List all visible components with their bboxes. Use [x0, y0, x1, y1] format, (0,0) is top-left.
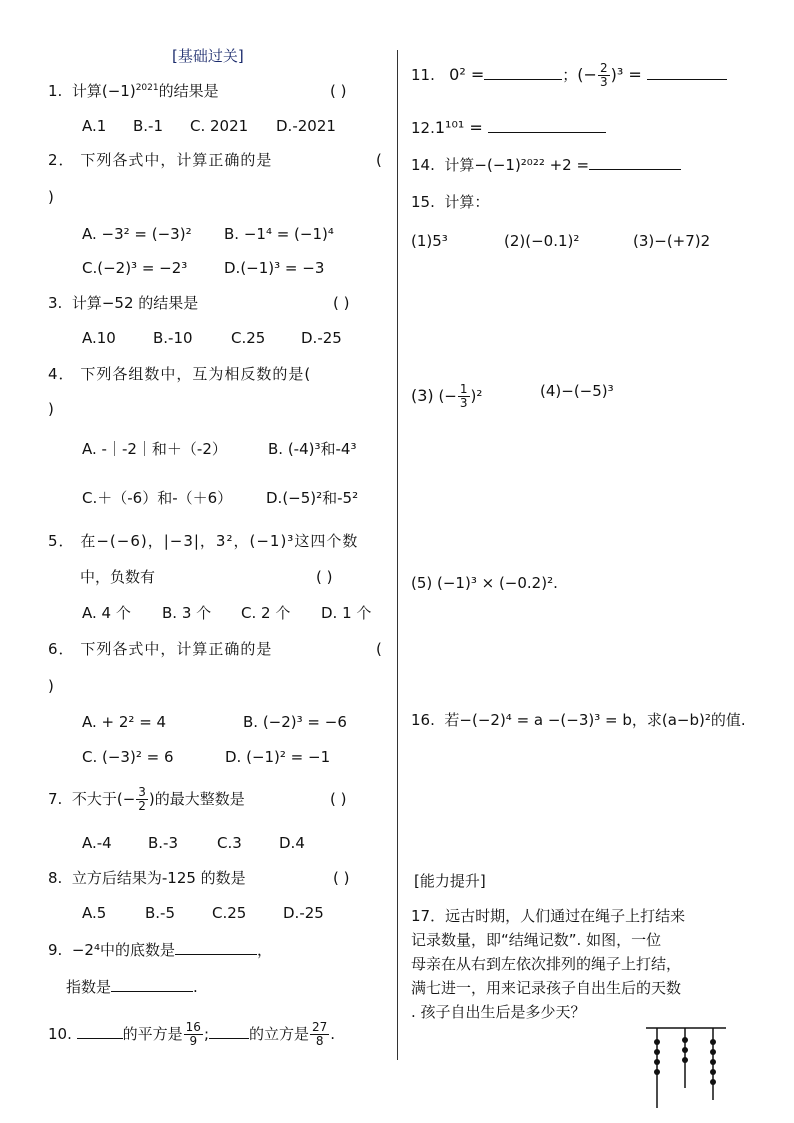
option-b: B. (−2)³ = −6 — [243, 713, 347, 731]
question-17-line3: 母亲在从右到左依次排列的绳子上打结， — [411, 955, 682, 973]
knot — [710, 1079, 716, 1085]
option-d: D. 1 个 — [321, 604, 372, 622]
answer-blank[interactable] — [589, 155, 681, 170]
question-16: 16. 若−(−2)⁴ = a −(−3)³ = b，求(a−b)²的值. — [411, 711, 746, 729]
answer-blank[interactable] — [488, 118, 606, 133]
option-d: D.(−1)³ = −3 — [224, 259, 325, 277]
knot — [682, 1047, 688, 1053]
subproblem-3b: (3) (− $\frac{1}{3}$ )² — [411, 382, 483, 410]
option-a: A.5 — [82, 904, 107, 922]
option-d: D.(−5)²和-5² — [266, 489, 359, 507]
answer-blank[interactable] — [111, 977, 193, 992]
question-5-line2: 中，负数有 — [80, 568, 156, 586]
option-a: A. 4 个 — [82, 604, 131, 622]
question-10: 10. 的平方是 $\frac{16}{9}$ ; 的立方是 $\frac{27}{8}$ . — [48, 1020, 336, 1048]
question-17-line5: . 孩子自出生后是多少天？ — [411, 1003, 586, 1021]
answer-blank[interactable] — [77, 1024, 123, 1039]
option-c: C.3 — [217, 834, 242, 852]
question-2: 2． 下列各式中，计算正确的是 — [48, 151, 273, 169]
question-3: 3. 计算−52 的结果是 — [48, 294, 199, 312]
fraction: $\frac{27}{8}$ — [312, 1020, 328, 1048]
question-11: 11. 0² = ；(− $\frac{2}{3}$ )³ = — [411, 62, 727, 89]
option-c: C.＋（-6）和-（＋6） — [82, 489, 233, 507]
option-a: A. −3² = (−3)² — [82, 225, 192, 243]
subproblem-5: (5) (−1)³ × (−0.2)². — [411, 574, 558, 592]
subproblem-4: (4)−(−5)³ — [540, 382, 614, 400]
option-c: C. 2021 — [190, 117, 249, 135]
question-17-line2: 记录数量，即“结绳记数”. 如图，一位 — [411, 931, 662, 949]
fraction: $\frac{1}{3}$ — [459, 382, 468, 410]
answer-paren: ( ) — [333, 869, 350, 887]
knotted-rope-figure — [640, 1022, 730, 1108]
option-d: D.-25 — [301, 329, 342, 347]
option-b: B.-3 — [148, 834, 179, 852]
answer-paren: ( ) — [316, 568, 333, 586]
option-a: A.1 — [82, 117, 107, 135]
question-1: 1. 计算$(-1)^{2021}$的结果是 — [48, 82, 219, 100]
answer-paren-close: ) — [48, 677, 54, 695]
fraction: $\frac{16}{9}$ — [185, 1020, 201, 1048]
answer-paren-open: ( — [376, 640, 382, 658]
answer-paren-close: ) — [48, 400, 54, 418]
option-d: D.-2021 — [276, 117, 336, 135]
question-6: 6． 下列各式中，计算正确的是 — [48, 640, 273, 658]
option-c: C.25 — [212, 904, 247, 922]
knot — [710, 1039, 716, 1045]
answer-paren: ( ) — [333, 294, 350, 312]
knot — [654, 1059, 660, 1065]
option-d: D.-25 — [283, 904, 324, 922]
option-d: D.4 — [279, 834, 305, 852]
question-15: 15. 计算： — [411, 193, 490, 211]
option-b: B. −1⁴ = (−1)⁴ — [224, 225, 334, 243]
question-9-line2: 指数是 . — [66, 978, 198, 996]
option-a: A. + 2² = 4 — [82, 713, 167, 731]
option-a: A. -｜-2｜和＋（-2） — [82, 440, 227, 458]
fraction: $\frac{2}{3}$ — [599, 61, 608, 89]
knot — [710, 1049, 716, 1055]
answer-blank[interactable] — [175, 940, 257, 955]
option-b: B. (-4)³和-4³ — [268, 440, 357, 458]
answer-blank[interactable] — [647, 65, 727, 80]
subproblem-3: (3)−(+7)2 — [633, 232, 711, 250]
knot — [654, 1049, 660, 1055]
answer-blank[interactable] — [484, 65, 562, 80]
option-b: B.-10 — [153, 329, 193, 347]
option-b: B. 3 个 — [162, 604, 212, 622]
option-d: D. (−1)² = −1 — [225, 748, 331, 766]
subproblem-2: (2)(−0.1)² — [504, 232, 580, 250]
answer-paren: ( ) — [330, 82, 347, 100]
knot — [710, 1069, 716, 1075]
question-4: 4． 下列各组数中，互为相反数的是( — [48, 365, 312, 383]
option-c: C.(−2)³ = −2³ — [82, 259, 188, 277]
question-17-line1: 17．远古时期，人们通过在绳子上打结来 — [411, 907, 686, 925]
question-9: 9. −2⁴中的底数是 ， — [48, 941, 273, 959]
section-title-basic: [基础过关] — [172, 47, 244, 65]
option-b: B.-5 — [145, 904, 176, 922]
knot — [682, 1057, 688, 1063]
question-7: 7. 不大于(− $\frac{3}{2}$ )的最大整数是 — [48, 785, 245, 813]
option-c: C.25 — [231, 329, 266, 347]
answer-blank[interactable] — [209, 1024, 249, 1039]
option-a: A.-4 — [82, 834, 112, 852]
knot — [682, 1037, 688, 1043]
section-title-advanced: [能力提升] — [414, 872, 486, 890]
column-divider — [397, 50, 398, 1060]
option-b: B.-1 — [133, 117, 164, 135]
answer-paren: ( ) — [330, 790, 347, 808]
question-17-line4: 满七进一，用来记录孩子自出生后的天数 — [411, 979, 682, 997]
question-8: 8. 立方后结果为-125 的数是 — [48, 869, 246, 887]
answer-paren-open: ( — [376, 151, 382, 169]
fraction: $\frac{3}{2}$ — [138, 785, 146, 813]
option-a: A.10 — [82, 329, 116, 347]
knot — [654, 1069, 660, 1075]
question-12: 12.1¹⁰¹ = — [411, 118, 606, 138]
option-c: C. (−3)² = 6 — [82, 748, 174, 766]
answer-paren-close: ) — [48, 188, 54, 206]
question-5: 5． 在−(−6)，|−3|，3²，(−1)³这四个数 — [48, 532, 359, 550]
option-c: C. 2 个 — [241, 604, 291, 622]
subproblem-1: (1)5³ — [411, 232, 448, 250]
question-14: 14. 计算−(−1)²⁰²² +2 = — [411, 155, 681, 175]
knot — [710, 1059, 716, 1065]
knot — [654, 1039, 660, 1045]
